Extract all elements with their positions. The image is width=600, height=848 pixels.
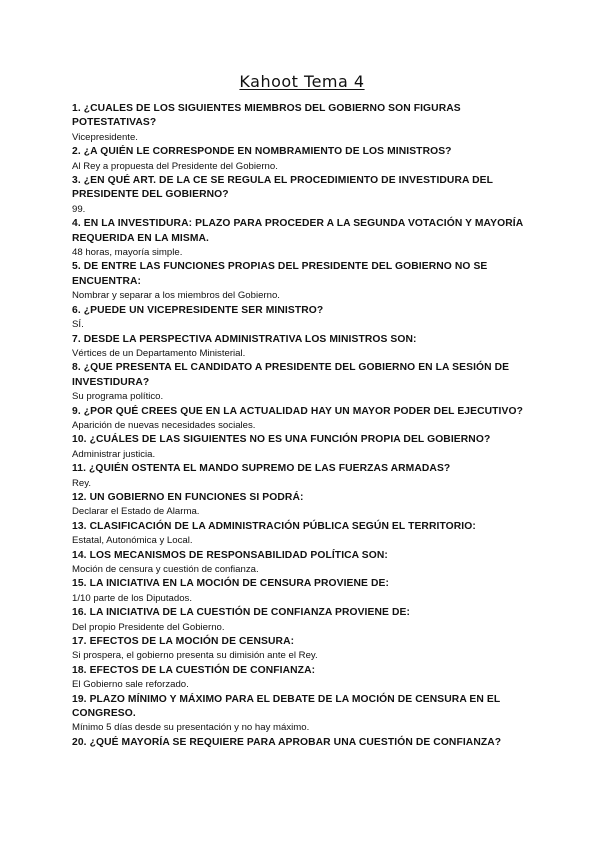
answer-text: El Gobierno sale reforzado. — [72, 679, 189, 691]
answer-text: Estatal, Autonómica y Local. — [72, 535, 193, 547]
answer-text: SÍ. — [72, 319, 84, 331]
answer-text: 99. — [72, 203, 86, 215]
answer-text: Vicepresidente. — [72, 131, 138, 143]
question-item — [72, 102, 532, 145]
question-item — [72, 520, 532, 549]
question-item — [72, 405, 532, 434]
question-item — [72, 491, 532, 520]
question-item — [72, 260, 532, 303]
question-item — [72, 304, 532, 333]
answer-text: Rey. — [72, 477, 92, 489]
answer-text: Aparición de nuevas necesidades sociales. — [72, 419, 256, 431]
answer-text: Nombrar y separar a los miembros del Gobierno. — [72, 290, 280, 302]
question-text: 15. LA INICIATIVA EN LA MOCIÓN DE CENSURA PROVIENE DE: — [72, 578, 389, 590]
answer-text: Mínimo 5 días desde su presentación y no hay máximo. — [72, 722, 310, 734]
question-text: 1. ¿CUALES DE LOS SIGUIENTES MIEMBROS DEL GOBIERNO SON FIGURAS POTESTATIVAS? — [72, 103, 461, 129]
answer-text: Administrar justicia. — [72, 448, 156, 460]
question-text: 8. ¿QUE PRESENTA EL CANDIDATO A PRESIDENTE DEL GOBIERNO EN LA SESIÓN DE INVESTIDURA? — [72, 362, 510, 388]
question-item — [72, 549, 532, 578]
document-title: Kahoot Tema 4 — [239, 72, 365, 91]
answer-text: Moción de censura y cuestión de confianza. — [72, 564, 259, 575]
question-item — [72, 577, 532, 606]
answer-text: 1/10 parte de los Diputados. — [72, 592, 193, 604]
question-text: 17. EFECTOS DE LA MOCIÓN DE CENSURA: — [72, 636, 295, 648]
question-text: 20. ¿QUÉ MAYORÍA SE REQUIERE PARA APROBAR UNA CUESTIÓN DE CONFIANZA? — [72, 736, 502, 748]
question-text: 10. ¿CUÁLES DE LAS SIGUIENTES NO ES UNA FUNCIÓN PROPIA DEL GOBIERNO? — [72, 434, 491, 446]
question-item — [72, 462, 532, 491]
question-text: 13. CLASIFICACIÓN DE LA ADMINISTRACIÓN PÚBLICA SEGÚN EL TERRITORIO: — [72, 520, 476, 532]
question-text: 11. ¿QUIÉN OSTENTA EL MANDO SUPREMO DE LAS FUERZAS ARMADAS? — [72, 463, 451, 475]
question-text: 18. EFECTOS DE LA CUESTIÓN DE CONFIANZA: — [72, 664, 316, 676]
question-text: 3. ¿EN QUÉ ART. DE LA CE SE REGULA EL PROCEDIMIENTO DE INVESTIDURA DEL PRESIDENTE DEL GOBIERNO? — [72, 175, 493, 201]
answer-text: Si prospera, el gobierno presenta su dimisión ante el Rey. — [72, 650, 318, 662]
question-text: 4. EN LA INVESTIDURA: PLAZO PARA PROCEDER A LA SEGUNDA VOTACIÓN Y MAYORÍA REQUERIDA EN LA MISMA. — [72, 218, 523, 244]
question-text: 16. LA INICIATIVA DE LA CUESTIÓN DE CONFIANZA PROVIENE DE: — [72, 607, 410, 619]
answer-text: Su programa político. — [72, 391, 164, 403]
question-item — [72, 736, 532, 750]
question-text: 7. DESDE LA PERSPECTIVA ADMINISTRATIVA LOS MINISTROS SON: — [72, 333, 417, 345]
answer-text: Declarar el Estado de Alarma. — [72, 506, 200, 518]
answer-text: Al Rey a propuesta del Presidente del Gobierno. — [72, 160, 278, 172]
question-list — [72, 102, 532, 750]
question-text: 19. PLAZO MÍNIMO Y MÁXIMO PARA EL DEBATE DE LA MOCIÓN DE CENSURA EN EL CONGRESO. — [72, 693, 501, 720]
question-item — [72, 606, 532, 635]
question-item — [72, 635, 532, 664]
question-item — [72, 664, 532, 693]
question-item — [72, 217, 532, 260]
answer-text: Del propio Presidente del Gobierno. — [72, 621, 225, 633]
question-item — [72, 333, 532, 362]
question-item — [72, 174, 532, 217]
question-text: 12. UN GOBIERNO EN FUNCIONES SI PODRÁ: — [72, 491, 304, 503]
question-text: 6. ¿PUEDE UN VICEPRESIDENTE SER MINISTRO? — [72, 304, 324, 316]
question-item — [72, 693, 532, 736]
question-text: 5. DE ENTRE LAS FUNCIONES PROPIAS DEL PRESIDENTE DEL GOBIERNO NO SE ENCUENTRA: — [72, 261, 488, 287]
question-text: 2. ¿A QUIÉN LE CORRESPONDE EN NOMBRAMIENTO DE LOS MINISTROS? — [72, 146, 452, 158]
answer-text: 48 horas, mayoría simple. — [72, 247, 183, 259]
question-item — [72, 145, 532, 174]
question-text: 14. LOS MECANISMOS DE RESPONSABILIDAD POLÍTICA SON: — [72, 549, 388, 561]
document-page — [72, 72, 532, 750]
question-item — [72, 433, 532, 462]
question-text: 9. ¿POR QUÉ CREES QUE EN LA ACTUALIDAD HAY UN MAYOR PODER DEL EJECUTIVO? — [72, 405, 523, 417]
answer-text: Vértices de un Departamento Ministerial. — [72, 347, 246, 359]
question-item — [72, 361, 532, 404]
